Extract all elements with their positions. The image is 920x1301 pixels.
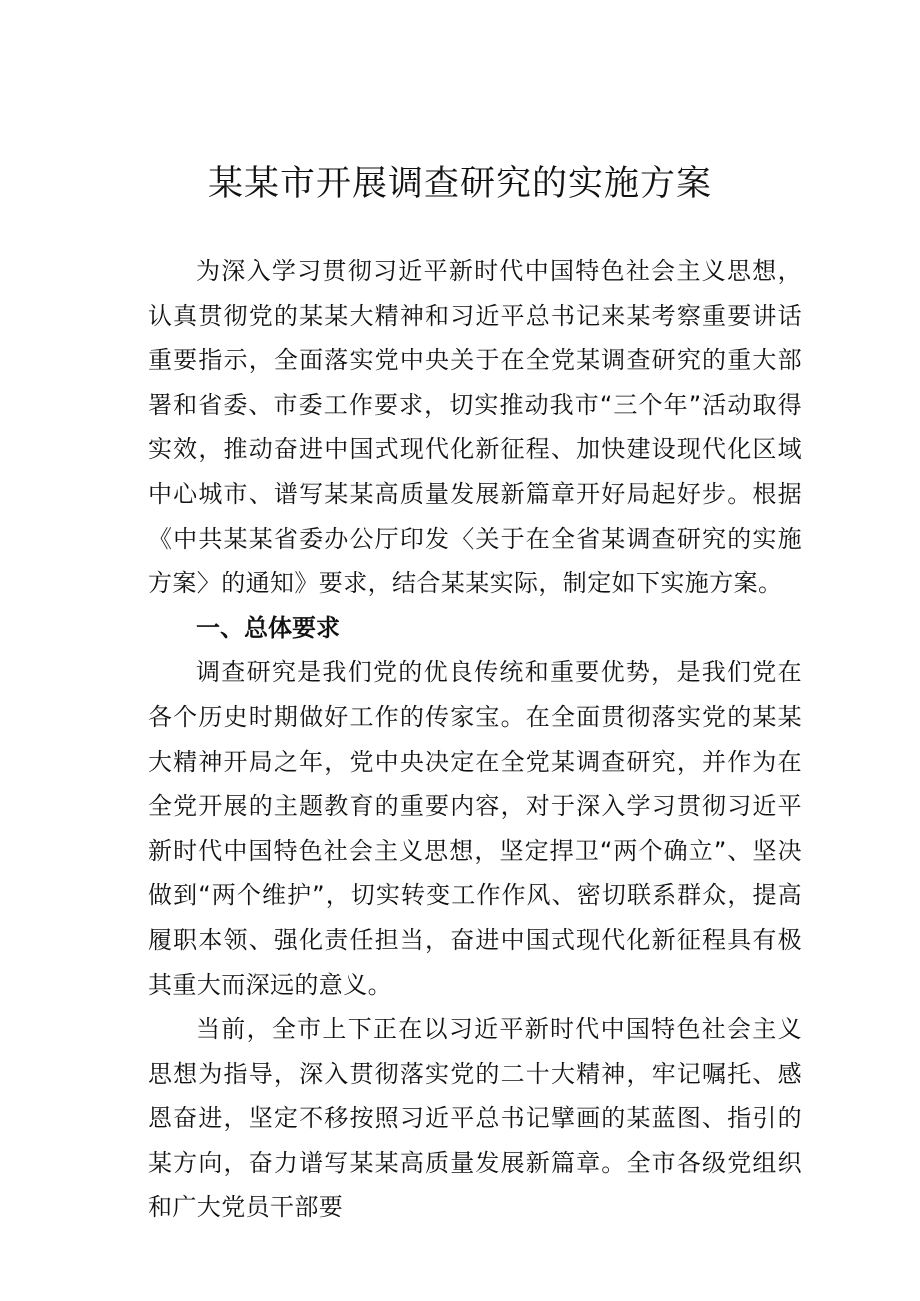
body-paragraph-2: 当前，全市上下正在以习近平新时代中国特色社会主义思想为指导，深入贯彻落实党的二十大精神，牢记嘱托、感恩奋进，坚定不移按照习近平总书记擘画的某蓝图、指引的某方向，奋力谱写某某高质量发展新篇章。全市各级党组织和广大党员干部要: [148, 1015, 802, 1222]
body-paragraph-1: 调查研究是我们党的优良传统和重要优势，是我们党在各个历史时期做好工作的传家宝。在全面贯彻落实党的某某大精神开局之年，党中央决定在全党某调查研究，并作为在全党开展的主题教育的重要内容，对于深入学习贯彻习近平新时代中国特色社会主义思想，坚定捍卫“两个确立”、坚决做到“两个维护”，切实转变工作作风、密切联系群众，提高履职本领、强化责任担当，奋进中国式现代化新征程具有极其重大而深远的意义。: [148, 658, 802, 999]
intro-paragraph: 为深入学习贯彻习近平新时代中国特色社会主义思想，认真贯彻党的某某大精神和习近平总书记来某考察重要讲话重要指示，全面落实党中央关于在全党某调查研究的重大部署和省委、市委工作要求，切实推动我市“三个年”活动取得实效，推动奋进中国式现代化新征程、加快建设现代化区域中心城市、谱写某某高质量发展新篇章开好局起好步。根据《中共某某省委办公厅印发〈关于在全省某调查研究的实施方案〉的通知》要求，结合某某实际，制定如下实施方案。: [148, 257, 802, 598]
section-heading: 一、总体要求: [196, 613, 340, 642]
document-body: [148, 249, 802, 1230]
document-title: 某某市开展调查研究的实施方案: [207, 164, 712, 204]
